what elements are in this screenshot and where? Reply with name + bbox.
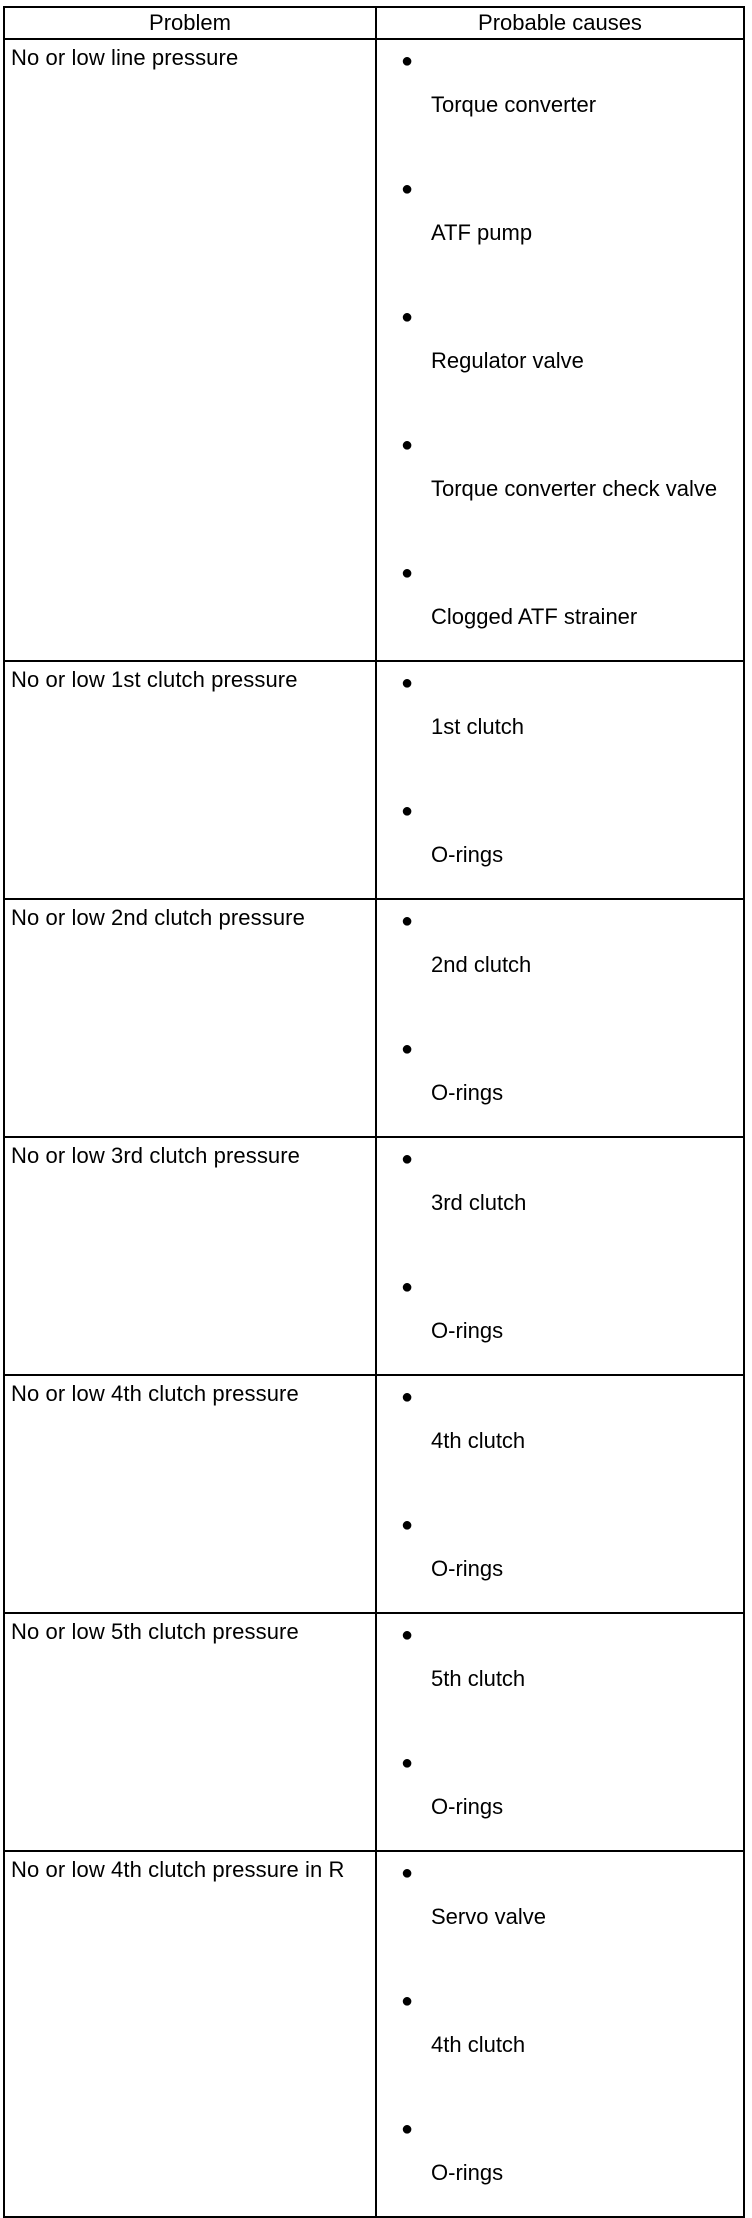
bullet-icon: ● xyxy=(401,1038,414,1060)
cause-text: O-rings xyxy=(431,1318,504,1343)
causes-cell xyxy=(376,899,744,1137)
cause-text: Regulator valve xyxy=(431,348,584,373)
causes-cell xyxy=(376,1613,744,1851)
cause-text: Torque converter check valve xyxy=(431,476,718,501)
cause-text: O-rings xyxy=(431,1080,504,1105)
bullet-icon: ● xyxy=(401,1624,414,1646)
causes-cell xyxy=(376,661,744,899)
bullet-icon: ● xyxy=(401,306,414,328)
cause-item xyxy=(377,40,743,148)
bullet-icon: ● xyxy=(401,2118,414,2140)
cause-text: O-rings xyxy=(431,2160,504,2185)
cause-text: 2nd clutch xyxy=(431,952,532,977)
causes-list xyxy=(377,1614,743,1850)
cause-item xyxy=(377,168,743,276)
problem-cell: No or low 4th clutch pressure in R xyxy=(4,1851,376,2217)
cause-item xyxy=(377,662,743,770)
header-probable-causes: Probable causes xyxy=(376,7,744,39)
cause-item xyxy=(377,552,743,660)
cause-text: 5th clutch xyxy=(431,1666,526,1691)
cause-item xyxy=(377,1742,743,1850)
cause-text: Torque converter xyxy=(431,92,597,117)
cause-item xyxy=(377,1376,743,1484)
bullet-icon: ● xyxy=(401,434,414,456)
cause-item xyxy=(377,2108,743,2216)
bullet-icon: ● xyxy=(401,50,414,72)
causes-cell xyxy=(376,39,744,661)
problem-cell: No or low 5th clutch pressure xyxy=(4,1613,376,1851)
cause-text: Servo valve xyxy=(431,1904,546,1929)
cause-text: Clogged ATF strainer xyxy=(431,604,638,629)
table-row xyxy=(4,899,744,1137)
cause-text: 1st clutch xyxy=(431,714,524,739)
problem-cell: No or low 1st clutch pressure xyxy=(4,661,376,899)
problem-cell: No or low 2nd clutch pressure xyxy=(4,899,376,1137)
cause-text: 3rd clutch xyxy=(431,1190,527,1215)
causes-cell xyxy=(376,1375,744,1613)
cause-text: 4th clutch xyxy=(431,1428,526,1453)
table-row xyxy=(4,1613,744,1851)
causes-list xyxy=(377,1138,743,1374)
bullet-icon: ● xyxy=(401,800,414,822)
problem-cell: No or low 4th clutch pressure xyxy=(4,1375,376,1613)
table-body xyxy=(4,39,744,2217)
table-row xyxy=(4,1137,744,1375)
causes-list xyxy=(377,662,743,898)
cause-item xyxy=(377,1504,743,1612)
causes-list xyxy=(377,40,743,660)
cause-item xyxy=(377,1980,743,2088)
bullet-icon: ● xyxy=(401,1148,414,1170)
cause-text: O-rings xyxy=(431,1794,504,1819)
cause-item xyxy=(377,1138,743,1246)
troubleshooting-table xyxy=(3,6,745,2218)
bullet-icon: ● xyxy=(401,562,414,584)
bullet-icon: ● xyxy=(401,1990,414,2012)
bullet-icon: ● xyxy=(401,910,414,932)
cause-item xyxy=(377,296,743,404)
problem-cell: No or low line pressure xyxy=(4,39,376,661)
header-problem: Problem xyxy=(4,7,376,39)
causes-cell xyxy=(376,1137,744,1375)
bullet-icon: ● xyxy=(401,1276,414,1298)
cause-item xyxy=(377,1028,743,1136)
cause-text: 4th clutch xyxy=(431,2032,526,2057)
cause-text: ATF pump xyxy=(431,220,533,245)
bullet-icon: ● xyxy=(401,672,414,694)
bullet-icon: ● xyxy=(401,178,414,200)
causes-list xyxy=(377,900,743,1136)
table-row xyxy=(4,661,744,899)
causes-cell xyxy=(376,1851,744,2217)
cause-text: O-rings xyxy=(431,1556,504,1581)
cause-item xyxy=(377,900,743,1008)
causes-list xyxy=(377,1376,743,1612)
table-row xyxy=(4,1375,744,1613)
bullet-icon: ● xyxy=(401,1386,414,1408)
table-row xyxy=(4,39,744,661)
bullet-icon: ● xyxy=(401,1862,414,1884)
cause-item xyxy=(377,1266,743,1374)
cause-item xyxy=(377,1614,743,1722)
header-row xyxy=(4,7,744,39)
bullet-icon: ● xyxy=(401,1514,414,1536)
cause-item xyxy=(377,790,743,898)
problem-cell: No or low 3rd clutch pressure xyxy=(4,1137,376,1375)
cause-text: O-rings xyxy=(431,842,504,867)
causes-list xyxy=(377,1852,743,2216)
cause-item xyxy=(377,424,743,532)
table-row xyxy=(4,1851,744,2217)
bullet-icon: ● xyxy=(401,1752,414,1774)
cause-item xyxy=(377,1852,743,1960)
